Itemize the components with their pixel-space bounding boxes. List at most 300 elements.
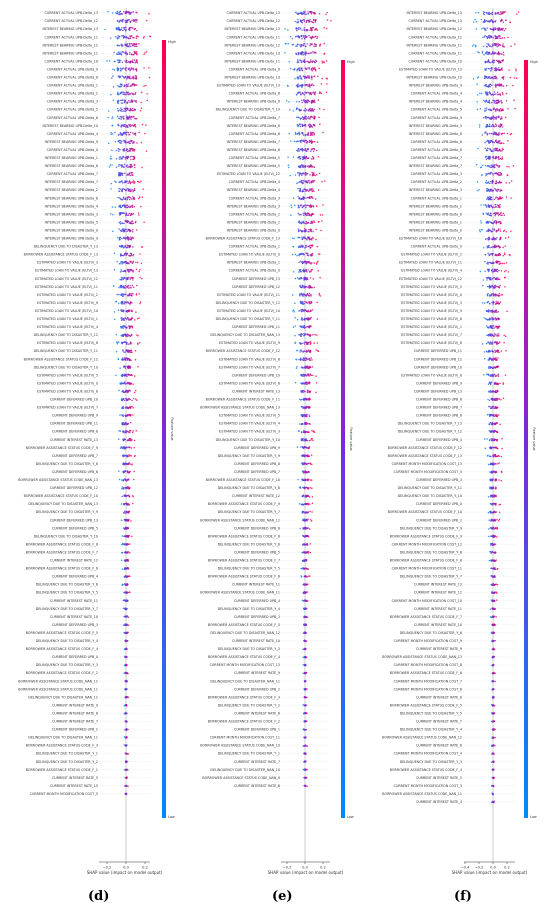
shap-point	[310, 375, 312, 377]
shap-point	[298, 52, 300, 54]
shap-point	[116, 342, 118, 344]
shap-point	[131, 27, 133, 29]
shap-point	[309, 351, 311, 353]
shap-point	[132, 191, 134, 193]
shap-point	[126, 37, 128, 39]
shap-point	[300, 93, 302, 95]
shap-point	[294, 325, 296, 327]
colorbar-high-label: High	[168, 40, 176, 44]
shap-point	[302, 294, 304, 296]
shap-point	[121, 560, 123, 562]
shap-point	[117, 35, 119, 37]
shap-point	[297, 182, 299, 184]
shap-point	[301, 223, 303, 225]
shap-point	[133, 141, 135, 143]
shap-point	[123, 455, 125, 457]
shap-point	[143, 36, 145, 38]
shap-point	[125, 357, 127, 359]
shap-point	[129, 149, 131, 151]
shap-point	[298, 222, 300, 224]
shap-point	[301, 366, 303, 368]
shap-point	[315, 45, 317, 47]
feature-label: CURRENT INTEREST RATE_12	[49, 558, 98, 563]
shap-point	[295, 132, 297, 134]
shap-point	[318, 116, 320, 118]
shap-point	[135, 359, 137, 361]
shap-point	[124, 140, 126, 142]
shap-point	[297, 44, 299, 46]
shap-point	[312, 156, 314, 158]
shap-point	[300, 229, 302, 231]
shap-point	[134, 392, 136, 394]
shap-point	[138, 317, 140, 319]
shap-point	[305, 245, 307, 247]
shap-point	[302, 36, 304, 38]
shap-point	[307, 102, 309, 104]
shap-point	[306, 398, 308, 400]
shap-point	[137, 262, 139, 264]
shap-point	[116, 351, 118, 353]
shap-point	[321, 93, 323, 95]
shap-point	[129, 53, 131, 55]
shap-point	[123, 237, 125, 239]
shap-point	[125, 616, 127, 618]
shap-point	[124, 341, 126, 343]
shap-point	[129, 196, 131, 198]
shap-point	[303, 357, 305, 359]
shap-point	[122, 302, 124, 304]
shap-point	[300, 358, 302, 360]
shap-point	[299, 342, 301, 344]
shap-point	[305, 116, 307, 118]
shap-point	[117, 237, 119, 239]
shap-point	[303, 134, 305, 136]
shap-point	[129, 415, 131, 417]
shap-point	[299, 36, 301, 38]
shap-point	[121, 110, 123, 112]
shap-point	[123, 446, 125, 448]
shap-point	[120, 84, 122, 86]
shap-point	[296, 94, 298, 96]
shap-point	[298, 262, 300, 264]
shap-point	[123, 359, 125, 361]
shap-point	[301, 390, 303, 392]
shap-point	[304, 59, 306, 61]
shap-point	[318, 99, 320, 101]
shap-point	[317, 261, 319, 263]
shap-point	[133, 83, 135, 85]
shap-point	[131, 61, 133, 63]
shap-point	[314, 109, 316, 111]
shap-point	[305, 108, 307, 110]
shap-point	[124, 511, 126, 512]
shap-point	[309, 511, 311, 513]
shap-point	[302, 221, 304, 223]
feature-label: DELINQUENCY DUE TO DISASTER_Y_13	[215, 107, 280, 112]
shap-point	[122, 99, 124, 101]
shap-point	[124, 495, 126, 497]
shap-point	[310, 326, 312, 328]
shap-point	[125, 648, 127, 650]
shap-point	[301, 479, 303, 481]
shap-point	[305, 463, 307, 465]
shap-point	[128, 398, 130, 400]
shap-point	[111, 164, 113, 166]
shap-point	[287, 29, 289, 31]
shap-point	[119, 175, 121, 177]
shap-point	[311, 197, 313, 199]
feature-label: CURRENT ACTUAL UPB-Delta_10	[226, 51, 280, 56]
shap-point	[125, 430, 127, 432]
shap-point	[123, 462, 125, 464]
shap-point	[134, 319, 136, 321]
shap-point	[288, 61, 290, 63]
shap-point	[126, 383, 128, 385]
feature-label: BORROWER ASSISTANCE STATUS CODE_F_10	[205, 478, 280, 482]
shap-point	[302, 158, 304, 160]
shap-point	[295, 133, 297, 135]
shap-point	[113, 86, 115, 88]
shap-point	[287, 156, 289, 158]
feature-label: INTEREST BEARING UPB-Delta_3	[44, 212, 98, 217]
shap-point	[311, 172, 313, 174]
shap-point	[117, 343, 119, 345]
shap-point	[309, 392, 311, 394]
shap-point	[126, 254, 128, 256]
shap-point	[316, 174, 318, 176]
shap-point	[125, 158, 127, 160]
shap-point	[123, 480, 125, 482]
shap-point	[119, 414, 121, 416]
shap-point	[307, 261, 309, 263]
feature-label: CURRENT DEFERRED UPB_12	[49, 486, 98, 491]
shap-point	[315, 69, 317, 71]
shap-point	[311, 182, 313, 184]
shap-point	[120, 271, 122, 273]
shap-point	[300, 253, 302, 255]
feature-label: CURRENT ACTUAL UPB-Delta_6	[46, 115, 98, 120]
feature-label: ESTIMATED LOAN TO VALUE (ELTV)_11	[34, 284, 98, 289]
shap-point	[141, 107, 143, 109]
shap-point	[299, 503, 301, 505]
shap-point	[308, 157, 310, 159]
shap-point	[125, 470, 127, 472]
shap-point	[111, 134, 113, 136]
shap-point	[120, 142, 122, 144]
shap-point	[297, 319, 299, 321]
shap-point	[296, 255, 298, 257]
shap-point	[118, 287, 120, 289]
shap-point	[132, 237, 134, 239]
shap-point	[125, 632, 127, 634]
shap-point	[120, 107, 122, 109]
shap-point	[118, 228, 120, 230]
shap-point	[131, 19, 133, 21]
shap-point	[303, 350, 305, 352]
shap-point	[127, 43, 129, 45]
shap-point	[125, 327, 127, 329]
shap-point	[301, 309, 303, 311]
shap-point	[143, 85, 145, 87]
shap-point	[131, 12, 133, 14]
shap-point	[128, 206, 130, 208]
shap-point	[132, 279, 134, 281]
shap-point	[126, 728, 128, 730]
shap-point	[310, 341, 312, 343]
feature-label: CURRENT DEFERRED UPB_6	[51, 469, 98, 474]
feature-label: CURRENT DEFERRED UPB_7	[51, 453, 98, 458]
shap-point	[307, 197, 309, 199]
shap-point	[310, 318, 312, 320]
shap-point	[116, 166, 118, 168]
shap-point	[119, 77, 121, 79]
shap-point	[301, 199, 303, 201]
shap-point	[131, 35, 133, 37]
shap-point	[307, 75, 309, 77]
shap-point	[113, 52, 115, 54]
shap-point	[122, 349, 124, 351]
shap-point	[129, 463, 131, 465]
shap-point	[321, 181, 323, 183]
shap-point	[132, 246, 134, 248]
feature-label: INTEREST BEARING UPB-Delta_9	[44, 236, 98, 241]
shap-point	[130, 269, 132, 271]
shap-point	[309, 528, 311, 530]
shap-point	[314, 141, 316, 143]
shap-point	[133, 20, 135, 22]
shap-point	[299, 528, 301, 530]
shap-point	[322, 132, 324, 134]
shap-point	[122, 535, 124, 537]
shap-point	[299, 190, 301, 192]
shap-point	[304, 496, 306, 498]
shap-point	[299, 293, 301, 295]
shap-panel-2	[200, 8, 355, 904]
shap-point	[130, 132, 132, 134]
shap-point	[303, 319, 305, 321]
feature-label: CURRENT ACTUAL UPB-Delta_8	[46, 75, 98, 80]
shap-point	[118, 140, 120, 142]
shap-point	[315, 239, 317, 241]
shap-point	[304, 438, 306, 440]
feature-label: CURRENT INTEREST RATE_15	[49, 783, 98, 788]
shap-point	[130, 165, 132, 167]
shap-point	[301, 319, 303, 321]
feature-label: CURRENT ACTUAL UPB-Delta_10	[44, 59, 98, 64]
shap-point	[284, 52, 286, 54]
shap-point	[129, 406, 131, 408]
shap-point	[311, 430, 313, 432]
shap-point	[303, 76, 305, 78]
shap-point	[305, 423, 307, 425]
shap-point	[112, 75, 114, 77]
feature-label: CURRENT DEFERRED UPB_4	[51, 574, 98, 579]
feature-label: DELINQUENCY DUE TO DISASTER_Y_6	[217, 542, 280, 547]
shap-point	[301, 236, 303, 238]
shap-point	[124, 400, 126, 402]
shap-point	[301, 67, 303, 69]
shap-point	[123, 11, 125, 13]
shap-point	[307, 148, 309, 150]
shap-point	[135, 126, 137, 128]
shap-point	[112, 214, 114, 216]
shap-point	[312, 174, 314, 176]
shap-point	[310, 487, 312, 489]
shap-point	[127, 495, 129, 497]
shap-point	[295, 382, 297, 384]
shap-point	[124, 182, 126, 184]
shap-point	[124, 624, 126, 626]
shap-point	[131, 100, 133, 102]
shap-point	[310, 61, 312, 63]
shap-point	[313, 220, 315, 222]
shap-point	[302, 246, 304, 248]
shap-point	[131, 349, 133, 351]
shap-point	[126, 110, 128, 112]
shap-point	[120, 302, 122, 304]
shap-point	[297, 479, 299, 481]
shap-point	[125, 705, 127, 707]
shap-point	[306, 358, 308, 360]
shap-point	[303, 528, 305, 530]
shap-point	[109, 60, 111, 62]
shap-point	[309, 75, 311, 77]
shap-point	[119, 29, 121, 31]
shap-point	[316, 334, 318, 336]
shap-point	[129, 116, 131, 118]
shap-point	[122, 51, 124, 53]
shap-point	[127, 535, 128, 537]
shap-point	[306, 213, 308, 215]
shap-point	[310, 92, 312, 94]
shap-point	[306, 140, 308, 142]
shap-point	[303, 447, 305, 449]
shap-point	[299, 175, 301, 177]
shap-point	[150, 36, 152, 38]
shap-point	[306, 295, 308, 297]
shap-point	[303, 271, 305, 273]
shap-point	[127, 359, 129, 361]
shap-point	[132, 277, 134, 279]
shap-point	[290, 214, 292, 216]
shap-point	[132, 110, 134, 112]
shap-point	[309, 295, 311, 297]
shap-point	[136, 293, 138, 295]
shap-point	[308, 116, 310, 118]
shap-point	[120, 263, 122, 265]
shap-point	[124, 478, 126, 480]
feature-label: CURRENT INTEREST RATE_8	[52, 711, 98, 716]
shap-point	[305, 333, 307, 335]
shap-point	[309, 101, 311, 103]
shap-point	[132, 503, 134, 505]
shap-point	[301, 311, 303, 313]
shap-point	[121, 238, 123, 240]
shap-point	[303, 293, 305, 295]
shap-point	[125, 512, 127, 514]
shap-point	[305, 277, 307, 279]
shap-point	[305, 148, 307, 150]
shap-point	[322, 62, 324, 64]
shap-point	[302, 303, 304, 305]
shap-point	[299, 75, 301, 77]
shap-point	[300, 77, 302, 79]
shap-point	[133, 77, 135, 79]
shap-point	[124, 94, 126, 96]
shap-point	[119, 239, 121, 241]
shap-point	[123, 471, 125, 473]
shap-point	[306, 286, 308, 288]
shap-point	[309, 197, 311, 199]
feature-label: ESTIMATED LOAN TO VALUE (ELTV)_6	[37, 389, 98, 394]
shap-point	[125, 12, 127, 14]
shap-point	[119, 45, 121, 47]
shap-point	[290, 140, 292, 142]
shap-point	[317, 141, 319, 143]
shap-point	[126, 214, 128, 216]
shap-point	[132, 285, 134, 287]
shap-point	[131, 295, 133, 297]
shap-point	[324, 180, 326, 182]
shap-point	[134, 206, 136, 208]
shap-point	[117, 110, 119, 112]
shap-point	[302, 165, 304, 167]
shap-point	[292, 69, 294, 71]
shap-point	[306, 350, 308, 352]
feature-label: BORROWER ASSISTANCE STATUS CODE_F_5	[25, 630, 98, 635]
shap-point	[124, 576, 126, 578]
shap-point	[128, 255, 130, 256]
shap-point	[144, 52, 146, 54]
shap-point	[303, 35, 305, 37]
shap-point	[111, 118, 113, 120]
feature-label: CURRENT DEFERRED UPB_13	[231, 276, 280, 281]
shap-point	[133, 11, 135, 13]
feature-label: INTEREST BEARING UPB-Delta_11	[42, 51, 98, 56]
shap-point	[304, 247, 306, 249]
shap-point	[136, 59, 138, 61]
shap-point	[122, 102, 124, 104]
shap-point	[318, 270, 320, 272]
shap-point	[126, 115, 128, 117]
shap-point	[122, 62, 124, 64]
shap-point	[310, 52, 312, 54]
shap-point	[131, 156, 133, 158]
shap-point	[305, 231, 307, 233]
shap-point	[108, 142, 110, 144]
shap-point	[120, 269, 122, 271]
feature-label: BORROWER ASSISTANCE STATUS CODE_NAN_12	[200, 518, 280, 523]
shap-point	[124, 228, 126, 230]
shap-point	[306, 20, 308, 22]
shap-point	[126, 342, 128, 344]
shap-point	[309, 358, 311, 360]
shap-point	[319, 93, 321, 95]
shap-point	[306, 415, 308, 417]
shap-point	[126, 310, 128, 312]
shap-point	[128, 61, 130, 63]
shap-point	[132, 44, 134, 46]
shap-point	[129, 374, 131, 376]
shap-point	[121, 199, 123, 201]
shap-point	[293, 246, 295, 248]
shap-point	[296, 367, 298, 369]
shap-point	[125, 301, 127, 303]
shap-point	[130, 190, 132, 192]
shap-point	[129, 438, 131, 440]
shap-point	[120, 254, 122, 256]
feature-label: ESTIMATED LOAN TO VALUE (ELTV)_10	[216, 308, 280, 313]
